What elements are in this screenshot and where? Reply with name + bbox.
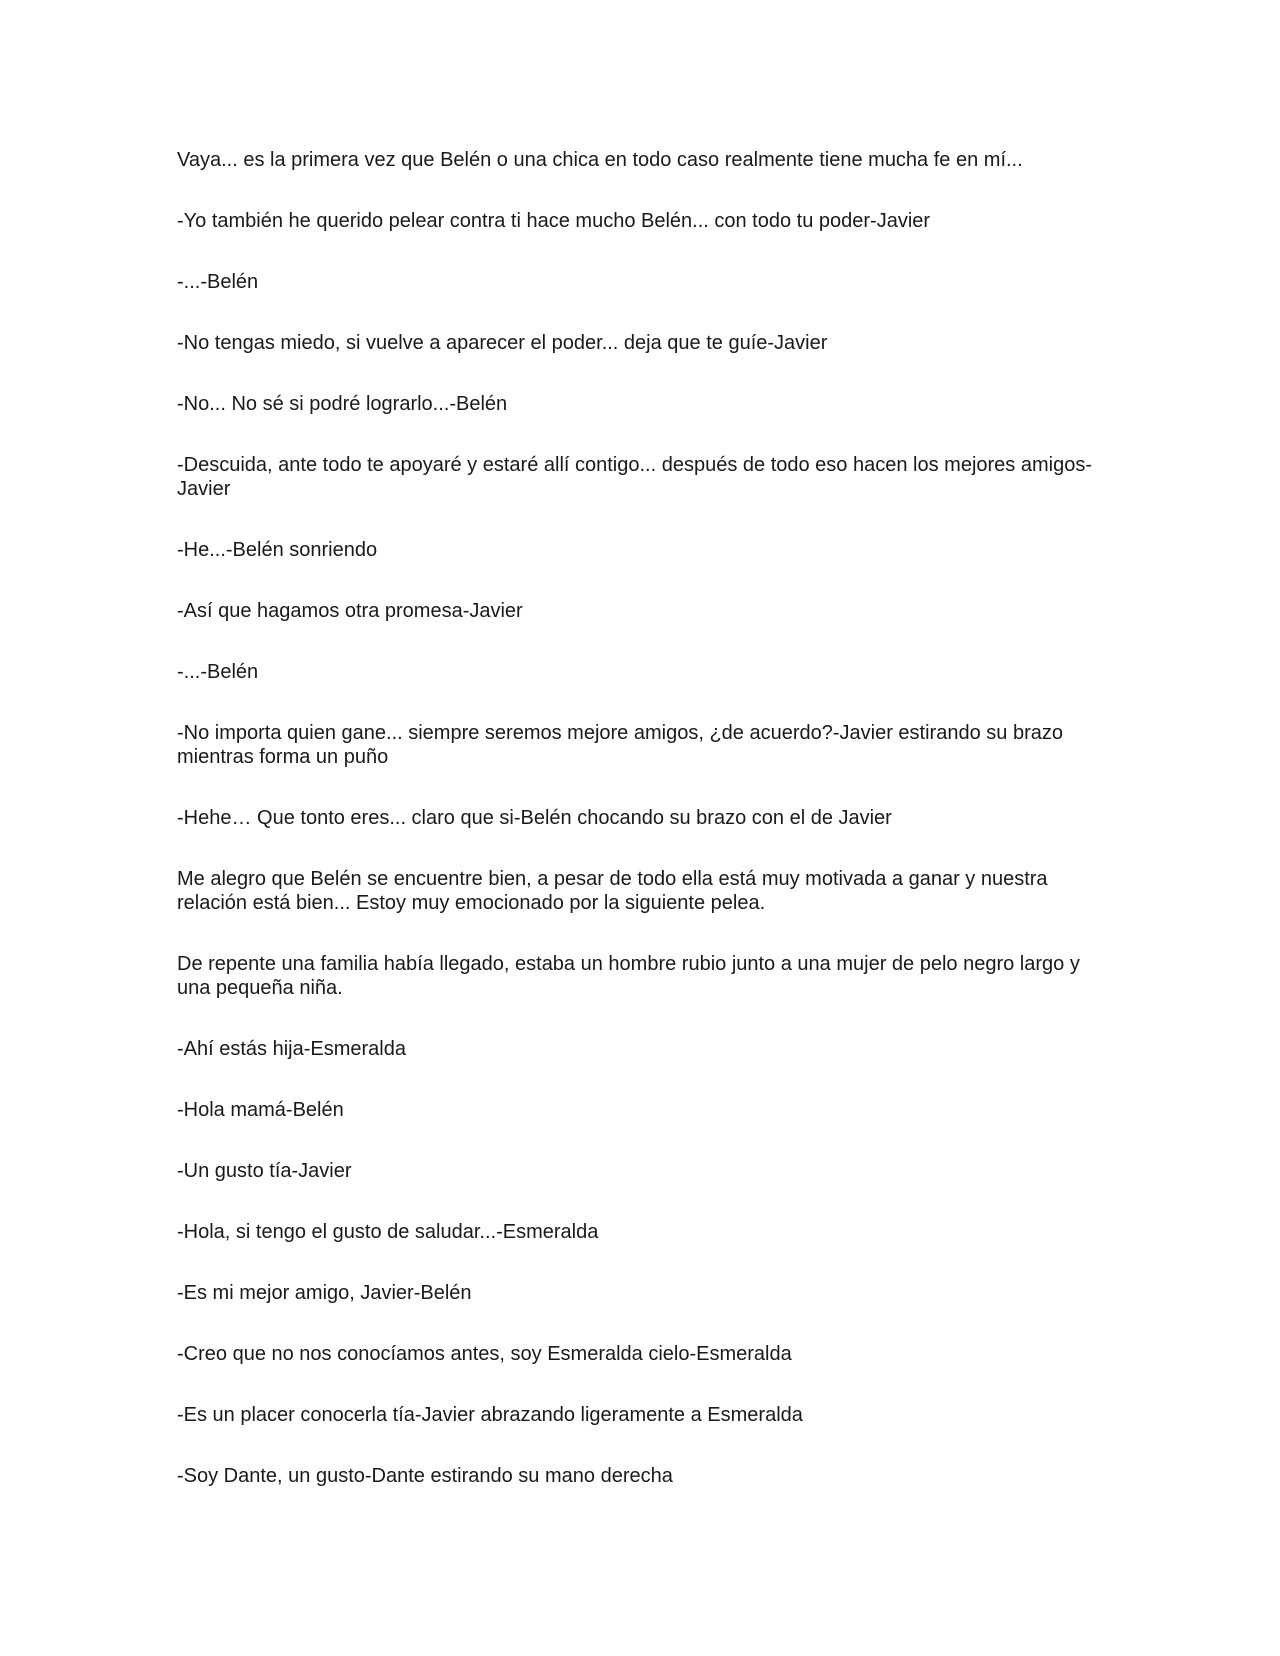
- paragraph: -Es un placer conocerla tía-Javier abrazando ligeramente a Esmeralda: [177, 1404, 803, 1426]
- paragraph: -Hehe… Que tonto eres... claro que si-Belén chocando su brazo con el de Javier: [177, 807, 892, 829]
- paragraph: De repente una familia había llegado, estaba un hombre rubio junto a una mujer de pelo negro largo y una pequeña niña.: [177, 953, 1080, 999]
- paragraph: -No... No sé si podré lograrlo...-Belén: [177, 393, 508, 415]
- paragraph: -...-Belén: [177, 661, 259, 683]
- paragraph: -Soy Dante, un gusto-Dante estirando su mano derecha: [177, 1465, 673, 1487]
- paragraph: -Yo también he querido pelear contra ti hace mucho Belén... con todo tu poder-Javier: [177, 210, 931, 232]
- paragraph: -Ahí estás hija-Esmeralda: [177, 1038, 406, 1060]
- paragraph: -No importa quien gane... siempre seremos mejore amigos, ¿de acuerdo?-Javier estirando su brazo mientras forma un puño: [177, 722, 1063, 768]
- paragraph: -Es mi mejor amigo, Javier-Belén: [177, 1282, 472, 1304]
- paragraph: Vaya... es la primera vez que Belén o una chica en todo caso realmente tiene mucha fe en mí...: [177, 149, 1023, 171]
- paragraph: -No tengas miedo, si vuelve a aparecer el poder... deja que te guíe-Javier: [177, 332, 828, 354]
- paragraph: -...-Belén: [177, 271, 259, 293]
- paragraph: -Hola mamá-Belén: [177, 1099, 344, 1121]
- paragraph: -He...-Belén sonriendo: [177, 539, 378, 561]
- paragraph: -Creo que no nos conocíamos antes, soy Esmeralda cielo-Esmeralda: [177, 1343, 792, 1365]
- document-body: [177, 148, 1097, 1525]
- paragraph: -Un gusto tía-Javier: [177, 1160, 352, 1182]
- paragraph: -Así que hagamos otra promesa-Javier: [177, 600, 523, 622]
- paragraph: Me alegro que Belén se encuentre bien, a pesar de todo ella está muy motivada a ganar y nuestra relación está bien... Estoy muy emocionado por la siguiente pelea.: [177, 868, 1048, 914]
- paragraph: -Descuida, ante todo te apoyaré y estaré allí contigo... después de todo eso hacen los mejores amigos-Javier: [177, 454, 1092, 500]
- paragraph: -Hola, si tengo el gusto de saludar...-Esmeralda: [177, 1221, 599, 1243]
